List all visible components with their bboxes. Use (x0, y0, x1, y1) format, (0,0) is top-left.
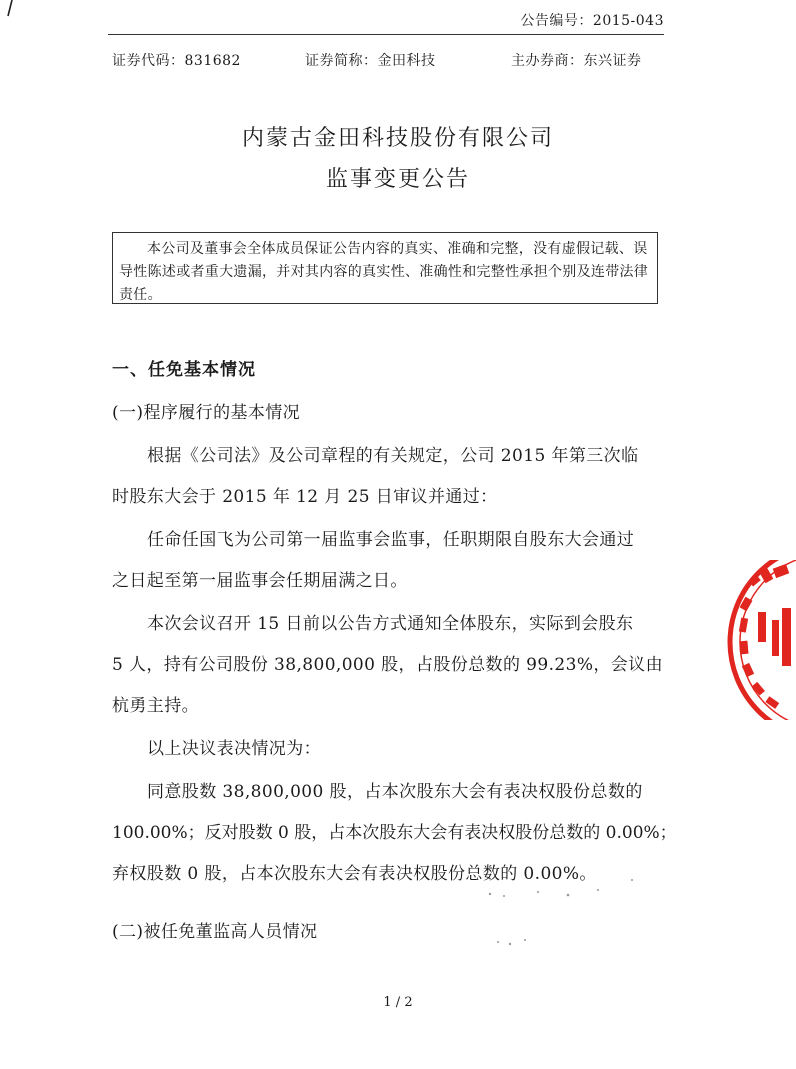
section-heading-appointment: 一、任免基本情况 (112, 360, 256, 380)
body-line: 时股东大会于 2015 年 12 月 25 日审议并通过： (112, 487, 498, 507)
subsection-heading-personnel: (二)被任免董监高人员情况 (112, 922, 318, 942)
body-line: 任命任国飞为公司第一届监事会监事，任职期限自股东大会通过 (147, 530, 635, 550)
body-line: 杭勇主持。 (112, 696, 199, 716)
scan-noise (480, 870, 650, 960)
notice-title: 监事变更公告 (325, 167, 470, 192)
body-line: 100.00%；反对股数 0 股，占本次股东大会有表决权股份总数的 0.00%； (112, 823, 677, 843)
page-number: 1 / 2 (383, 995, 413, 1010)
body-line: 以上决议表决情况为： (147, 739, 321, 759)
announcement-number: 公告编号：2015-043 (520, 13, 664, 29)
body-line: 本次会议召开 15 日前以公告方式通知全体股东，实际到会股东 (147, 614, 634, 634)
company-title: 内蒙古金田科技股份有限公司 (241, 126, 554, 151)
body-line: 之日起至第一届监事会任期届满之日。 (112, 571, 408, 591)
subsection-heading-procedure: (一)程序履行的基本情况 (112, 403, 301, 423)
body-line: 5 人，持有公司股份 38,800,000 股，占股份总数的 99.23%，会议由 (112, 655, 663, 675)
header-divider (108, 34, 664, 35)
body-line: 同意股数 38,800,000 股，占本次股东大会有表决权股份总数的 (147, 782, 643, 802)
sponsor-broker: 主办券商：东兴证券 (511, 53, 642, 69)
security-abbreviation: 证券简称：金田科技 (305, 53, 436, 69)
body-line: 根据《公司法》及公司章程的有关规定，公司 2015 年第三次临 (147, 446, 639, 466)
scan-corner-mark (0, 0, 20, 22)
disclaimer-box: 本公司及董事会全体成员保证公告内容的真实、准确和完整，没有虚假记载、误导性陈述或者重大遗漏，并对其内容的真实性、准确性和完整性承担个别及连带法律责任。 (112, 232, 658, 304)
body-line: 弃权股数 0 股，占本次股东大会有表决权股份总数的 0.00%。 (112, 864, 597, 884)
company-seal (716, 560, 796, 720)
security-code: 证券代码：831682 (112, 53, 241, 69)
